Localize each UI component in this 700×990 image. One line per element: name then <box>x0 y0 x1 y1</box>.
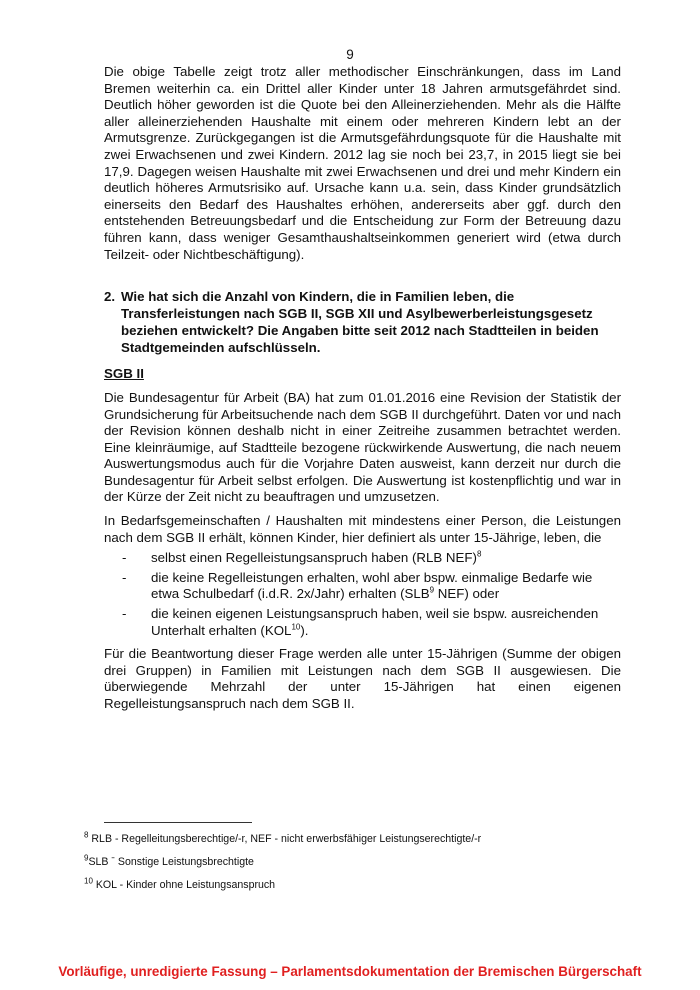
list-item-text: selbst einen Regelleistungsanspruch haben (RLB NEF) <box>151 550 477 566</box>
dash-marker: - <box>122 550 127 566</box>
list-item: - die keine Regelleistungen erhalten, wohl aber bspw. einmalige Bedarfe wie etwa Schulbedarf (i.d.R. 2x/Jahr) erhalten (SLB$^9$ NEF) oder <box>104 570 621 603</box>
footnote-ref[interactable]: 8 <box>476 549 482 559</box>
paragraph-ba-revision: Die Bundesagentur für Arbeit (BA) hat zum 01.01.2016 eine Revision der Statistik der Grundsicherung für Arbeitsuchende nach dem SGB II durchgeführt. Daten vor und nach der Revision können deshalb nicht in einer Zeitreihe zusammen betrachtet werden. Eine kleinräumige, auf Stadtteile bezogene rückwirkende Auswertung, die nach neuem Auswertungsmodus auch für die Vorjahre Daten ausweist, kann derzeit nur durch die Bundesagentur für Arbeit selbst erfolgen. Die Auswertung ist kostenpflichtig und war in der Kürze der Zeit nicht zu beauftragen und umzusetzen. <box>104 389 621 505</box>
intro-paragraph: Die obige Tabelle zeigt trotz aller methodischer Einschränkungen, dass im Land Bremen weiterhin ca. ein Drittel aller Kinder unter 18 Jahren armutsgefährdet sind. Deutlich höher geworden ist die Quote bei den Alleinerziehenden. Mehr als die Hälfte aller alleinerziehenden Haushalte mit einem oder mehreren Kindern lebt an der Armutsgrenze. Zurückgegangen ist die Armutsgefährdungsquote für die Haushalte mit zwei Erwachsenen und zwei Kindern. 2012 lag sie noch bei 23,7, in 2015 liegt sie bei 17,9. Dagegen weisen Haushalte mit zwei Erwachsenen und drei und mehr Kindern ein deutlich höheres Armutsrisiko auf. Ursache kann u.a. sein, dass Kinder grundsätzlich einerseits den Bedarf des Haushaltes erhöhen, andererseits aber ggf. durch den entstehenden Betreuungsbedarf und die Entscheidung zur Form der Betreuung dazu führen kann, dass weniger Gesamthaushaltseinkommen generiert wird (etwa durch Teilzeit- oder Nichtbeschäftigung). <box>104 64 621 262</box>
list-item-text: die keine Regelleistungen erhalten, wohl aber bspw. einmalige Bedarfe wie etwa Schulbedarf (i.d.R. 2x/Jahr) erhalten (SLB <box>151 569 593 602</box>
footnotes <box>84 832 644 901</box>
footnote-8: $^8$ RLB - Regelleitungsberechtige/-r, NEF - nicht erwerbsfähiger Leistungserechtigte/-r <box>84 830 482 845</box>
footnote-10: $^{10}$ KOL - Kinder ohne Leistungsanspruch <box>84 876 276 891</box>
question-text: Wie hat sich die Anzahl von Kindern, die in Familien leben, die Transferleistungen nach SGB II, SGB XII und Asylbewerberleistungsgesetz beziehen entwickelt? Die Angaben bitte seit 2012 nach Stadtteilen in beiden Stadtgemeinden aufschlüsseln. <box>121 289 599 355</box>
footnote-ref[interactable]: 10 <box>291 622 301 632</box>
document-body <box>104 64 621 713</box>
dash-marker: - <box>122 569 127 585</box>
footnote-divider <box>104 822 252 823</box>
footnote-9: $^9$SLB ˉ Sonstige Leistungsbrechtigte <box>84 853 254 868</box>
list-item: - die keinen eigenen Leistungsanspruch haben, weil sie bspw. ausreichenden Unterhalt erhalten (KOL$^{10}$). <box>104 606 621 639</box>
children-categories-list <box>104 550 621 639</box>
page-number: 9 <box>346 47 354 62</box>
section-heading-sgb2: SGB II <box>104 366 144 382</box>
question-number: 2. <box>104 289 116 305</box>
question-2 <box>104 289 621 356</box>
paragraph-bedarfsgemeinschaften: In Bedarfsgemeinschaften / Haushalten mit mindestens einer Person, die Leistungen nach dem SGB II erhält, können Kinder, hier definiert als unter 15-Jährige, leben, die <box>104 513 621 545</box>
footnote-ref[interactable]: 9 <box>429 586 435 596</box>
dash-marker: - <box>122 606 127 622</box>
list-item <box>104 550 621 567</box>
paragraph-answer: Für die Beantwortung dieser Frage werden alle unter 15-Jährigen (Summe der obigen drei Gruppen) in Familien mit Leistungen nach dem SGB II ausgewiesen. Die überwiegende Mehrzahl der unter 15-Jährigen hat einen eigenen Regelleistungsanspruch nach dem SGB II. <box>104 646 621 711</box>
list-item-text: die keinen eigenen Leistungsanspruch haben, weil sie bspw. ausreichenden Unterhalt erhalten (KOL <box>151 606 599 638</box>
draft-footer-notice: Vorläufige, unredigierte Fassung – Parlamentsdokumentation der Bremischen Bürgerschaft <box>58 964 642 979</box>
